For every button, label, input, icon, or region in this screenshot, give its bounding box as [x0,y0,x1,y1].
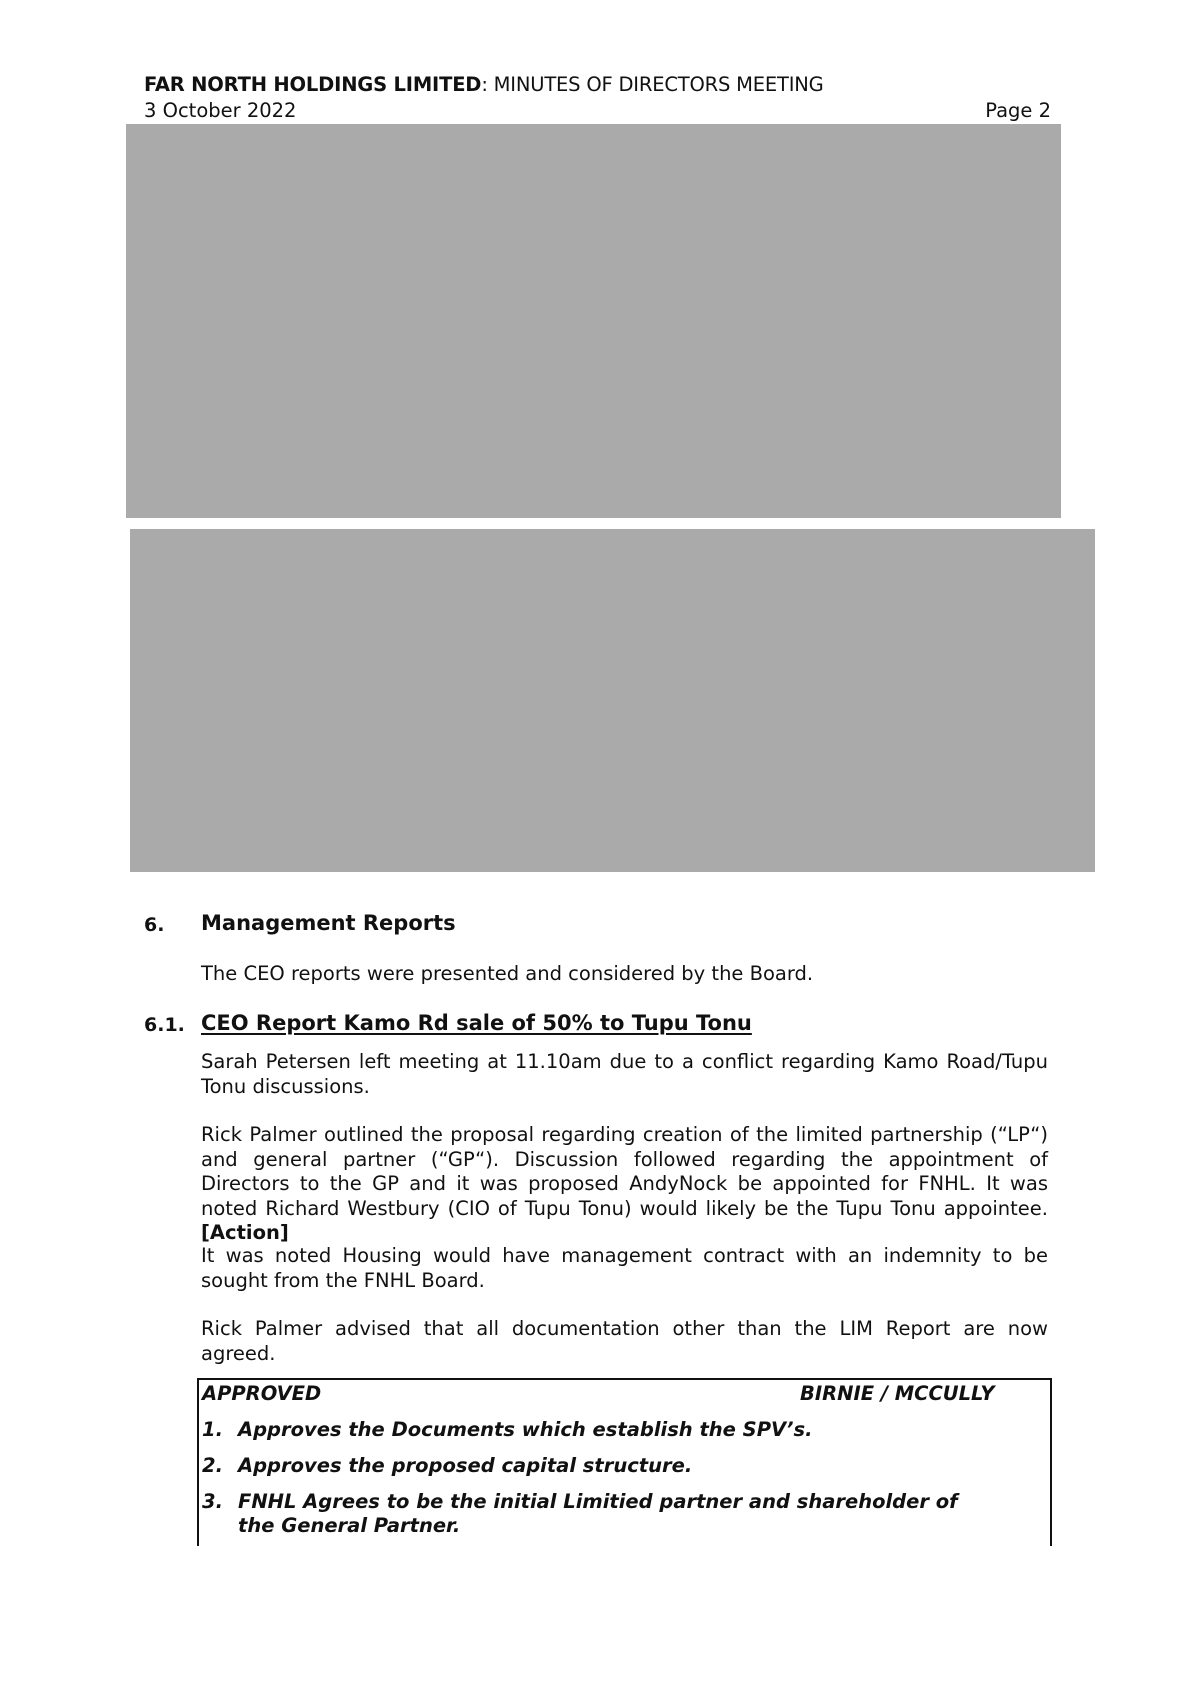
subsection-heading: CEO Report Kamo Rd sale of 50% to Tupu Tonu [201,1011,752,1035]
document-header [144,73,824,96]
section-number: 6. [144,914,165,936]
document-title: : MINUTES OF DIRECTORS MEETING [481,73,824,96]
resolution-item-text: Approves the Documents which establish the SPV’s. [238,1418,813,1441]
paragraph: It was noted Housing would have management contract with an indemnity to be sought from the FNHL Board. [201,1244,1048,1292]
page-number: Page 2 [985,99,1051,122]
paragraph [201,1123,1048,1246]
paragraph-text: Rick Palmer outlined the proposal regarding creation of the limited partnership (“LP“) and general partner (“GP“). Discussion followed regarding the appointment of Directors to the GP and it was proposed AndyNock be appointed for FNHL. It was noted Richard Westbury (CIO of Tupu Tonu) would likely be the Tupu Tonu appointee. [201,1123,1048,1220]
redacted-block [130,529,1095,872]
resolution-item-text: Approves the proposed capital structure. [238,1454,693,1477]
resolution-movers: BIRNIE / MCCULLY [800,1382,995,1405]
resolution-item-text: FNHL Agrees to be the initial Limitied partner and shareholder of the General Partner. [238,1490,958,1537]
subsection-number: 6.1. [144,1014,185,1036]
paragraph: The CEO reports were presented and considered by the Board. [201,962,814,985]
redacted-block [126,124,1061,518]
resolution-box [197,1378,1052,1546]
paragraph: Rick Palmer advised that all documentation other than the LIM Report are now agreed. [201,1317,1048,1365]
organization-name: FAR NORTH HOLDINGS LIMITED [144,73,482,96]
meeting-date: 3 October 2022 [144,99,297,122]
action-tag: [Action] [201,1221,289,1244]
resolution-item-number: 2. [202,1454,223,1477]
resolution-item-number: 3. [202,1490,223,1513]
section-heading: Management Reports [201,911,456,935]
paragraph: Sarah Petersen left meeting at 11.10am due to a conflict regarding Kamo Road/Tupu Tonu discussions. [201,1050,1048,1098]
resolution-item-number: 1. [202,1418,223,1441]
resolution-label: APPROVED [202,1382,322,1405]
